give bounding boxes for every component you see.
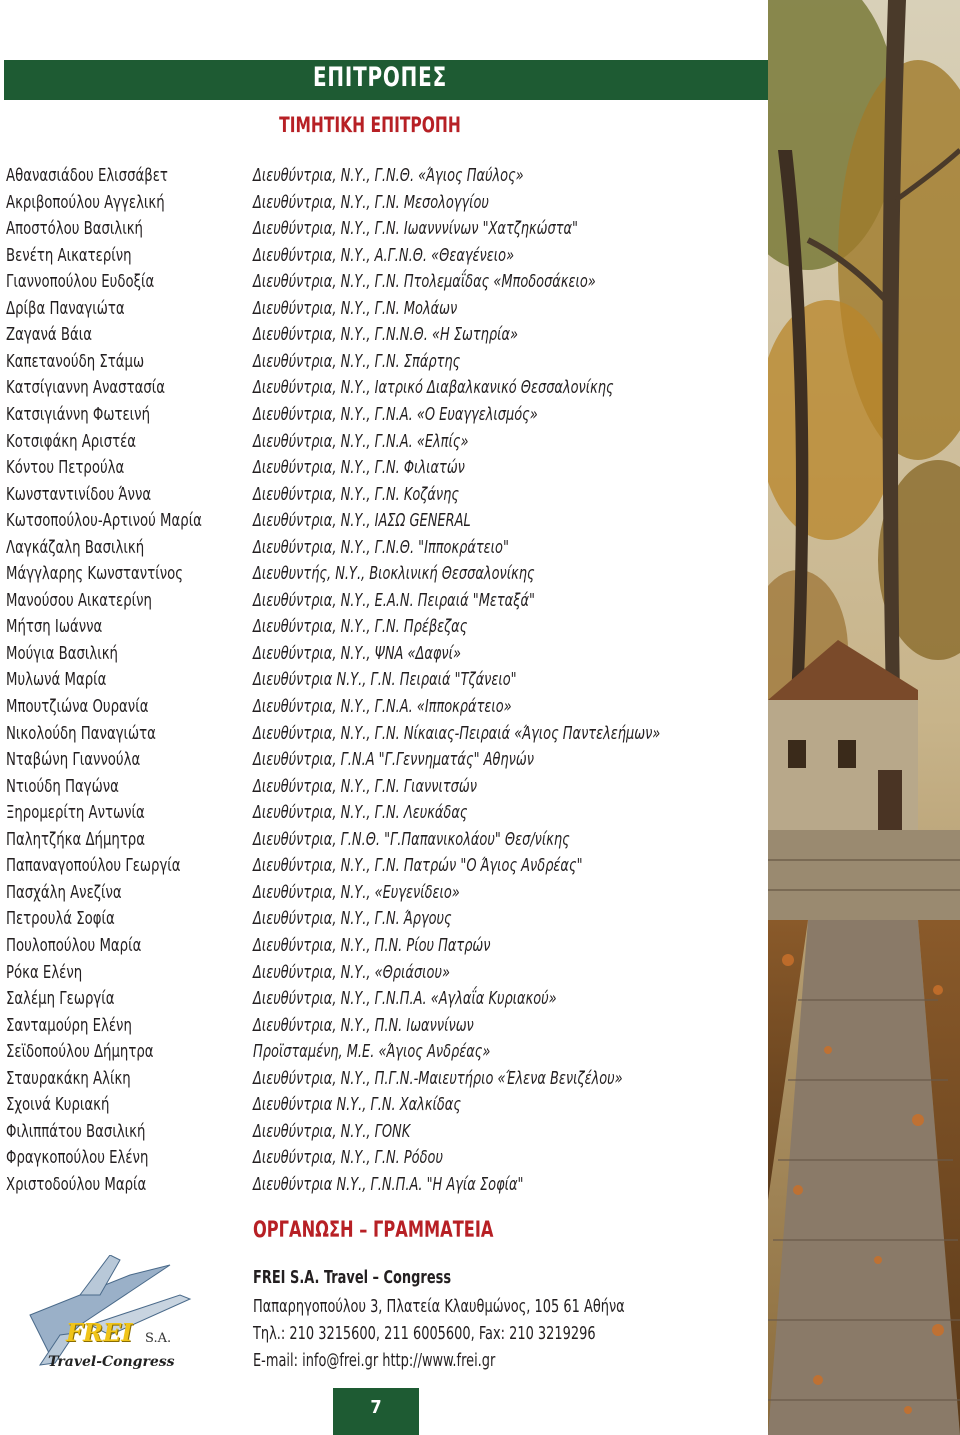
member-name: Σεϊδοπούλου Δήμητρα — [6, 1041, 154, 1063]
member-role: Διευθύντρια, Ν.Υ., Γ.Ν. Γιαννιτσών — [253, 775, 477, 797]
committee-row — [0, 296, 760, 322]
member-name: Πουλοπούλου Μαρία — [6, 934, 142, 956]
committee-row — [0, 747, 760, 773]
member-role: Διευθύντρια, Ν.Υ., Γ.Ν. Πρέβεζας — [253, 616, 468, 638]
member-role: Διευθύντρια, Ν.Υ., Γ.Ν.Θ. «Άγιος Παύλος» — [253, 165, 524, 186]
committee-row — [0, 190, 760, 216]
member-role: Διευθύντρια, Γ.Ν.Α "Γ.Γεννηματάς" Αθηνών — [253, 749, 534, 771]
member-role: Διευθύντρια, Ν.Υ., Γ.Ν.Α. «Ελπίς» — [253, 430, 469, 452]
committee-row — [0, 1092, 760, 1118]
member-role: Διευθύντρια, Ν.Υ., Γ.Ν. Ρόδου — [253, 1147, 443, 1169]
committee-row — [0, 163, 760, 189]
member-name: Ρόκα Ελένη — [6, 961, 83, 983]
member-name: Ντιούδη Παγώνα — [6, 775, 119, 797]
member-role: Διευθύντρια, Ν.Υ., Γ.Ν. Νίκαιας-Πειραιά «Άγιος Παντελεήμων» — [253, 722, 661, 744]
committee-row — [0, 614, 760, 640]
committee-row — [0, 721, 760, 747]
member-role: Διευθύντρια, Ν.Υ., «Ευγενίδειο» — [253, 881, 460, 903]
committee-row — [0, 561, 760, 587]
member-role: Διευθύντρια, Ν.Υ., ΨΝΑ «Δαφνί» — [253, 642, 462, 664]
member-role: Διευθύντρια Ν.Υ., Γ.Ν.Π.Α. "Η Αγία Σοφία" — [253, 1173, 524, 1195]
member-name: Μήτση Ιωάννα — [6, 616, 103, 638]
member-role: Διευθύντρια, Ν.Υ., Π.Ν. Ιωαννίνων — [253, 1014, 474, 1036]
committee-row — [0, 986, 760, 1012]
member-name: Γιαννοπούλου Ευδοξία — [6, 271, 155, 293]
member-name: Παλητζήκα Δήμητρα — [6, 828, 146, 850]
member-name: Ακριβοπούλου Αγγελική — [6, 191, 165, 213]
page-title: ΕΠΙΤΡΟΠΕΣ — [312, 62, 448, 93]
committee-row — [0, 243, 760, 269]
member-name: Ξηρομερίτη Αντωνία — [6, 802, 145, 824]
member-name: Μάγγλαρης Κωνσταντίνος — [6, 563, 184, 585]
member-name: Σχοινά Κυριακή — [6, 1094, 110, 1116]
member-role: Διευθύντρια, Ν.Υ., Γ.Ν. Μολάων — [253, 297, 458, 319]
member-name: Λαγκάζαλη Βασιλική — [6, 536, 145, 558]
member-role: Διευθύντρια Ν.Υ., Γ.Ν. Χαλκίδας — [253, 1094, 461, 1116]
logo-brand: FREI — [66, 1318, 133, 1347]
member-name: Κωτσοπούλου-Αρτινού Μαρία — [6, 510, 202, 532]
member-name: Σανταμούρη Ελένη — [6, 1014, 132, 1036]
committee-row — [0, 1039, 760, 1065]
member-role: Προϊσταμένη, Μ.Ε. «Άγιος Ανδρέας» — [253, 1041, 491, 1063]
organization-title: ΟΡΓΑΝΩΣΗ – ΓΡΑΜΜΑΤΕΙΑ — [253, 1218, 494, 1243]
member-role: Διευθύντρια, Ν.Υ., Γ.Ν.Π.Α. «Αγλαΐα Κυριακού» — [253, 988, 557, 1010]
committee-row — [0, 508, 760, 534]
member-name: Φιλιππάτου Βασιλική — [6, 1120, 146, 1142]
member-role: Διευθύντρια, Ν.Υ., Γ.Ν. Κοζάνης — [253, 483, 459, 505]
committee-row — [0, 1172, 760, 1198]
committee-row — [0, 1013, 760, 1039]
committee-row — [0, 960, 760, 986]
member-name: Κωνσταντινίδου Άννα — [6, 483, 152, 505]
member-name: Μπουτζιώνα Ουρανία — [6, 696, 149, 717]
committee-row — [0, 455, 760, 481]
member-name: Κοτσιφάκη Αριστέα — [6, 430, 137, 452]
member-role: Διευθύντρια, Ν.Υ., Α.Γ.Ν.Θ. «Θεαγένειο» — [253, 244, 515, 266]
member-role: Διευθύντρια, Ν.Υ., «Θριάσιου» — [253, 961, 450, 983]
committee-row — [0, 694, 760, 720]
member-role: Διευθύντρια, Ν.Υ., Γ.Ν. Φιλιατών — [253, 457, 465, 479]
member-name: Νταβώνη Γιαννούλα — [6, 749, 141, 771]
member-name: Αθανασιάδου Ελισσάβετ — [6, 165, 168, 186]
member-role: Διευθύντρια, Ν.Υ., Γ.Ν. Πτολεμαΐδας «Μποδοσάκειο» — [253, 271, 596, 293]
committee-row — [0, 322, 760, 348]
committee-row — [0, 827, 760, 853]
member-name: Μανούσου Αικατερίνη — [6, 589, 152, 611]
member-name: Κόντου Πετρούλα — [6, 457, 125, 479]
member-name: Καπετανούδη Στάμω — [6, 350, 145, 372]
member-role: Διευθυντής, Ν.Υ., Βιοκλινική Θεσσαλονίκης — [253, 563, 535, 585]
member-name: Κατσίγιαννη Αναστασία — [6, 377, 166, 399]
member-role: Διευθύντρια, Ν.Υ., Ιατρικό Διαβαλκανικό Θεσσαλονίκης — [253, 377, 614, 399]
member-name: Κατσιγιάννη Φωτεινή — [6, 403, 150, 425]
member-name: Σαλέμη Γεωργία — [6, 988, 115, 1010]
member-role: Διευθύντρια, Ν.Υ., ΙΑΣΩ GENERAL — [253, 510, 471, 532]
member-role: Διευθύντρια, Ν.Υ., Γ.Ν. Λευκάδας — [253, 802, 468, 824]
member-name: Αποστόλου Βασιλική — [6, 218, 143, 240]
member-name: Παπαναγοπούλου Γεωργία — [6, 855, 181, 877]
committee-row — [0, 402, 760, 428]
member-role: Διευθύντρια, Ν.Υ., Γ.Ν.Ν.Θ. «Η Σωτηρία» — [253, 324, 519, 346]
committee-row — [0, 1119, 760, 1145]
member-name: Μούγια Βασιλική — [6, 642, 118, 664]
committee-row — [0, 1066, 760, 1092]
member-name: Φραγκοπούλου Ελένη — [6, 1147, 149, 1169]
committee-row — [0, 482, 760, 508]
committee-row — [0, 774, 760, 800]
member-role: Διευθύντρια, Ν.Υ., Γ.Ν.Θ. "Ιπποκράτειο" — [253, 536, 509, 558]
member-name: Σταυρακάκη Αλίκη — [6, 1067, 131, 1089]
member-role: Διευθύντρια, Ν.Υ., ΓΟΝΚ — [253, 1120, 411, 1142]
committee-row — [0, 641, 760, 667]
committee-row — [0, 375, 760, 401]
organization-phone: Τηλ.: 210 3215600, 211 6005600, Fax: 210 3219296 — [253, 1323, 596, 1344]
committee-row — [0, 349, 760, 375]
committee-row — [0, 535, 760, 561]
organization-email: E-mail: info@frei.gr http://www.frei.gr — [253, 1350, 496, 1371]
page-number: 7 — [370, 1397, 382, 1418]
member-role: Διευθύντρια Ν.Υ., Γ.Ν. Πειραιά "Τζάνειο" — [253, 669, 517, 691]
member-role: Διευθύντρια, Ν.Υ., Π.Γ.Ν.-Μαιευτήριο «Έλενα Βενιζέλου» — [253, 1067, 623, 1089]
section-title: ΤΙΜΗΤΙΚΗ ΕΠΙΤΡΟΠΗ — [279, 113, 461, 137]
member-role: Διευθύντρια, Ν.Υ., Γ.Ν. Σπάρτης — [253, 350, 461, 372]
committee-row — [0, 933, 760, 959]
committee-row — [0, 880, 760, 906]
member-name: Νικολούδη Παναγιώτα — [6, 722, 156, 744]
logo-suffix: S.A. — [145, 1331, 172, 1346]
member-role: Διευθύντρια, Ν.Υ., Γ.Ν. Πατρών "Ο Άγιος Ανδρέας" — [253, 855, 583, 877]
member-name: Μυλωνά Μαρία — [6, 669, 107, 691]
member-role: Διευθύντρια, Ν.Υ., Γ.Ν. Άργους — [253, 908, 452, 930]
logo-tagline: Travel-Congress — [48, 1354, 175, 1370]
member-role: Διευθύντρια, Ν.Υ., Γ.Ν.Α. «Ιπποκράτειο» — [253, 696, 512, 717]
member-role: Διευθύντρια, Ν.Υ., Γ.Ν. Ιωανννίνων "Χατζηκώστα" — [253, 218, 579, 240]
committee-row — [0, 1145, 760, 1171]
member-role: Διευθύντρια, Ν.Υ., Γ.Ν.Α. «Ο Ευαγγελισμός» — [253, 403, 538, 425]
committee-row — [0, 429, 760, 455]
committee-row — [0, 588, 760, 614]
committee-row — [0, 667, 760, 693]
committee-row — [0, 216, 760, 242]
organization-company: FREI S.A. Travel – Congress — [253, 1267, 452, 1288]
committee-row — [0, 906, 760, 932]
member-name: Πετρουλά Σοφία — [6, 908, 115, 930]
organization-address: Παπαρηγοπούλου 3, Πλατεία Κλαυθμώνος, 105 61 Αθήνα — [253, 1296, 625, 1317]
member-role: Διευθύντρια, Ν.Υ., Γ.Ν. Μεσολογγίου — [253, 191, 489, 213]
member-name: Ζαγανά Βάια — [6, 324, 92, 346]
member-role: Διευθύντρια, Γ.Ν.Θ. "Γ.Παπανικολάου" Θεσ/νίκης — [253, 828, 570, 850]
member-name: Χριστοδούλου Μαρία — [6, 1173, 147, 1195]
member-role: Διευθύντρια, Ν.Υ., Π.Ν. Ρίου Πατρών — [253, 934, 491, 956]
member-role: Διευθύντρια, Ν.Υ., Ε.Α.Ν. Πειραιά "Μεταξά" — [253, 589, 535, 611]
member-name: Βενέτη Αικατερίνη — [6, 244, 132, 266]
member-name: Πασχάλη Ανεζίνα — [6, 881, 122, 903]
committee-row — [0, 800, 760, 826]
committee-row — [0, 853, 760, 879]
member-name: Δρίβα Παναγιώτα — [6, 297, 125, 319]
committee-row — [0, 269, 760, 295]
decorative-photo — [768, 0, 960, 1435]
